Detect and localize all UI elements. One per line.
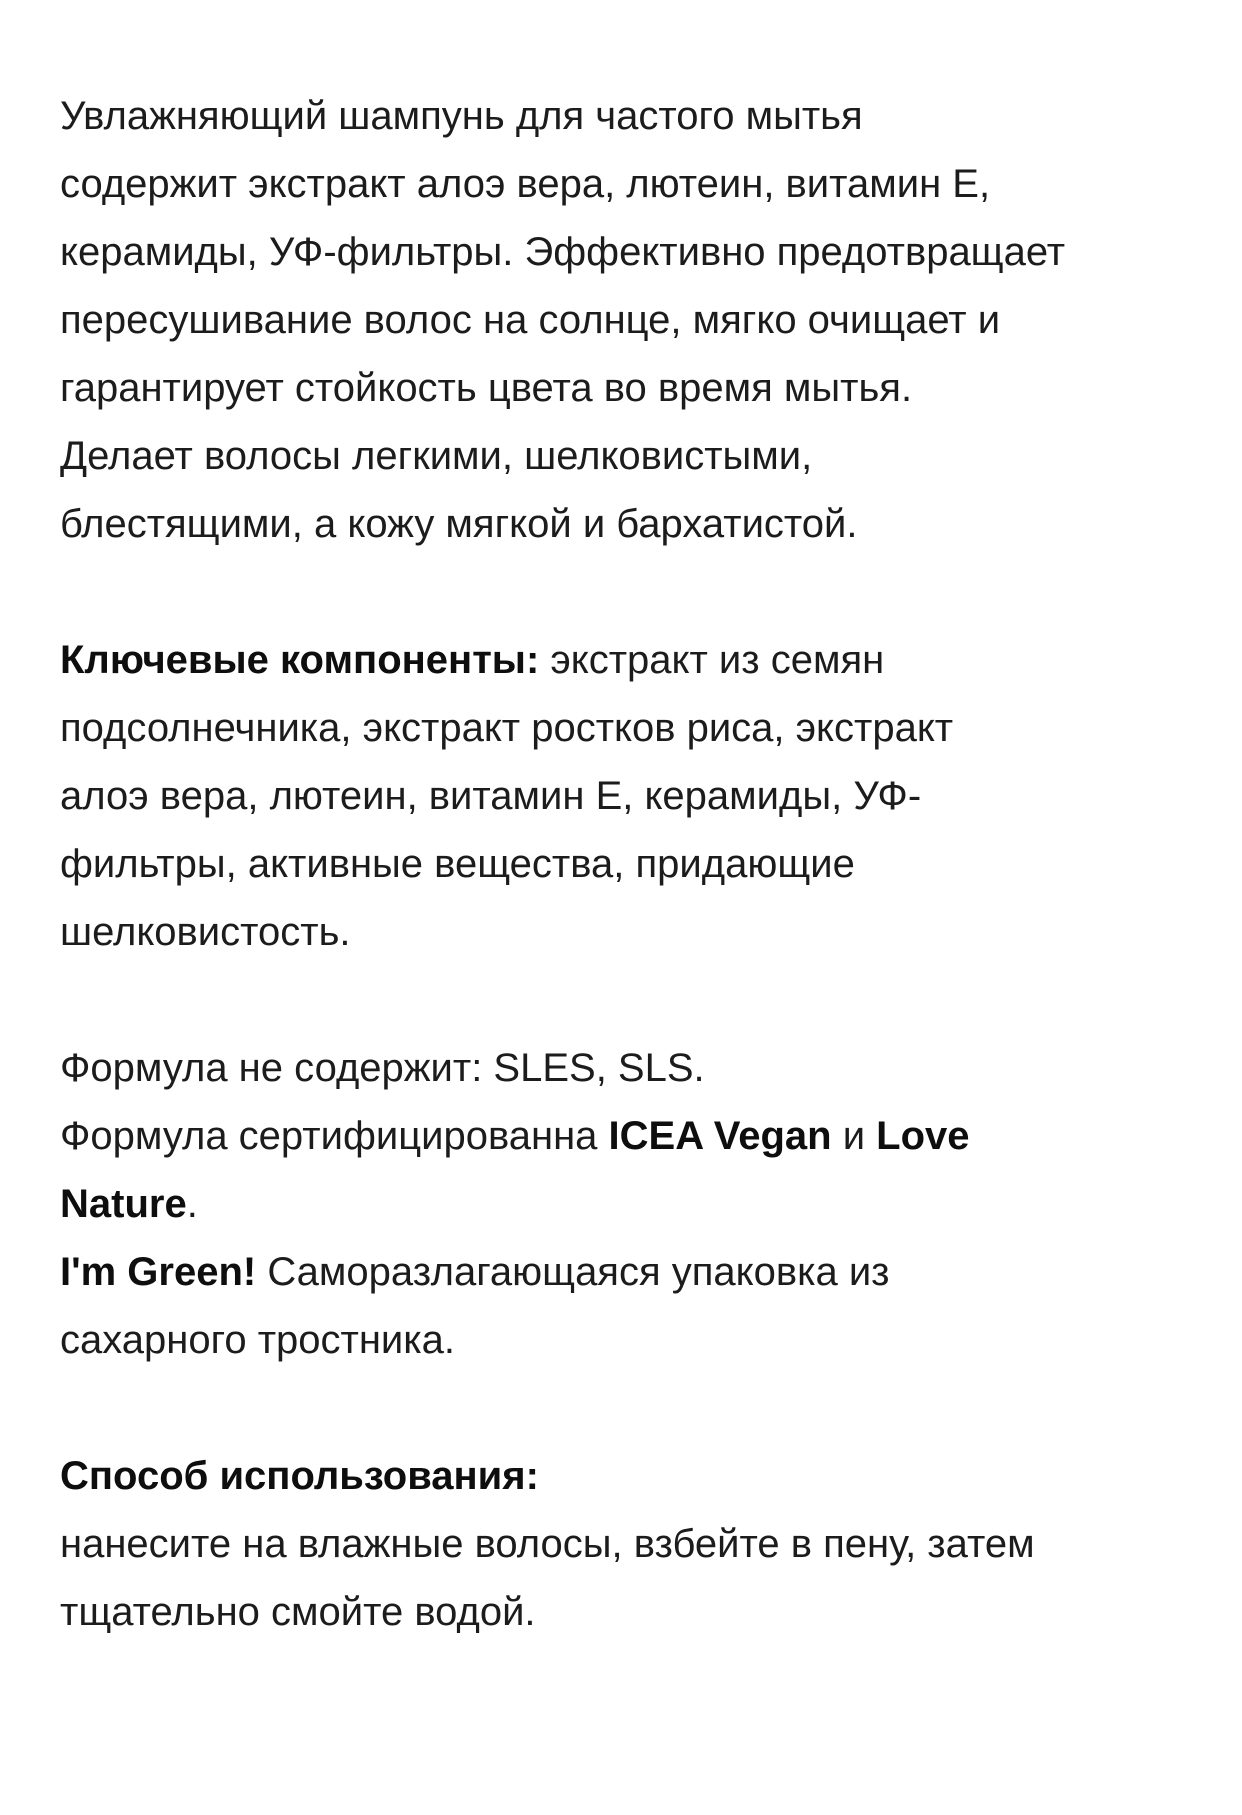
- usage-line: нанесите на влажные волосы, взбейте в пену, затем: [60, 1522, 1035, 1566]
- intro-line: пересушивание волос на солнце, мягко очищает и: [60, 298, 1001, 342]
- key-components-line: шелковистость.: [60, 910, 351, 954]
- intro-paragraph: [60, 82, 1200, 558]
- product-description: [60, 82, 1200, 1646]
- formula-period: .: [186, 1182, 198, 1226]
- formula-certified-prefix: Формула сертифицированна: [60, 1114, 609, 1158]
- formula-and: и: [831, 1114, 877, 1158]
- green-text: Саморазлагающаяся упаковка из: [256, 1250, 890, 1294]
- green-label: I'm Green!: [60, 1250, 257, 1294]
- usage-line: тщательно смойте водой.: [60, 1590, 536, 1634]
- key-components-heading: Ключевые компоненты:: [60, 638, 540, 682]
- key-components-line: алоэ вера, лютеин, витамин Е, керамиды, УФ-: [60, 774, 922, 818]
- formula-paragraph: [60, 1034, 1200, 1374]
- key-components-line: подсолнечника, экстракт ростков риса, экстракт: [60, 706, 954, 750]
- certification-love: Love: [876, 1114, 970, 1158]
- key-components-line: экстракт из семян: [539, 638, 885, 682]
- usage-heading: Способ использования:: [60, 1454, 539, 1498]
- intro-line: керамиды, УФ-фильтры. Эффективно предотвращает: [60, 230, 1066, 274]
- green-text: сахарного тростника.: [60, 1318, 455, 1362]
- intro-line: Увлажняющий шампунь для частого мытья: [60, 94, 863, 138]
- intro-line: гарантирует стойкость цвета во время мытья.: [60, 366, 913, 410]
- key-components-line: фильтры, активные вещества, придающие: [60, 842, 855, 886]
- intro-line: блестящими, а кожу мягкой и бархатистой.: [60, 502, 858, 546]
- usage-paragraph: [60, 1442, 1200, 1646]
- intro-line: Делает волосы легкими, шелковистыми,: [60, 434, 813, 478]
- certification-nature: Nature: [60, 1182, 187, 1226]
- key-components-paragraph: [60, 626, 1200, 966]
- intro-line: содержит экстракт алоэ вера, лютеин, витамин Е,: [60, 162, 991, 206]
- formula-not-contains: Формула не содержит: SLES, SLS.: [60, 1046, 705, 1090]
- certification-icea-vegan: ICEA Vegan: [608, 1114, 832, 1158]
